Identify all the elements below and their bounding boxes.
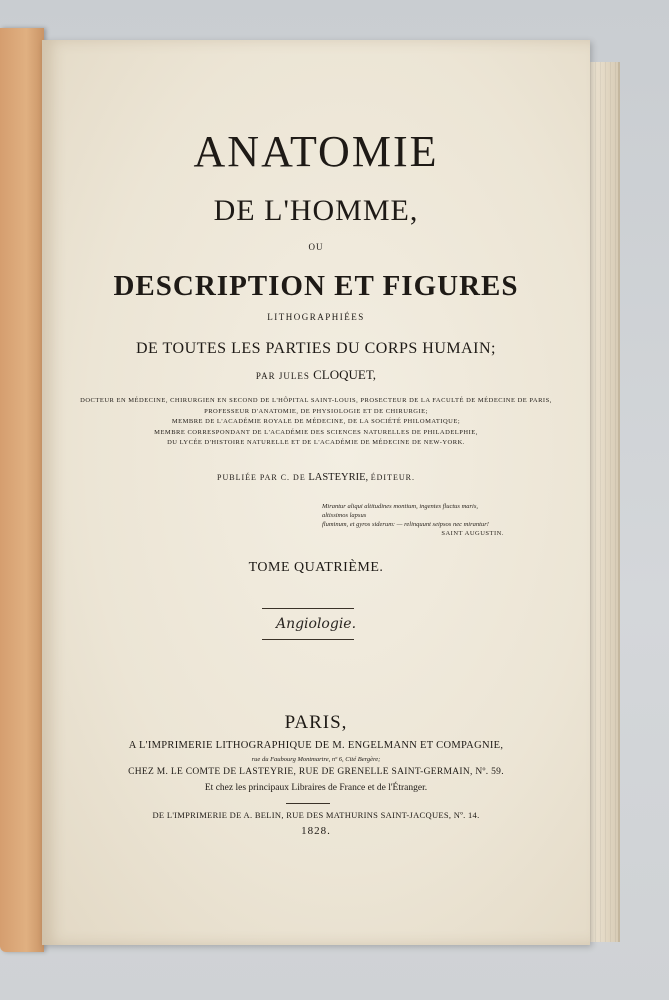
publisher-prefix: PUBLIÉE PAR C. DE (217, 473, 306, 482)
publisher-line (42, 472, 590, 483)
publisher-name: LASTEYRIE, (308, 472, 369, 483)
imprint-press: A L'IMPRIMERIE LITHOGRAPHIQUE DE M. ENGELMANN ET COMPAGNIE, (128, 740, 504, 751)
qualification-line: PROFESSEUR D'ANATOMIE, DE PHYSIOLOGIE ET DE CHIRURGIE; (204, 407, 428, 415)
title-page (42, 40, 590, 945)
qualification-line: DOCTEUR EN MÉDECINE, CHIRURGIEN EN SECOND DE L'HÔPITAL SAINT-LOUIS, PROSECTEUR DE LA FACULTÉ DE MÉDECINE DE PARIS, (80, 397, 552, 404)
author-prefix: PAR JULES (255, 371, 310, 381)
title-scope: DE TOUTES LES PARTIES DU CORPS HUMAIN; (135, 340, 496, 357)
publisher-suffix: ÉDITEUR. (370, 473, 415, 482)
imprint-second-press: CHEZ M. LE COMTE DE LASTEYRIE, RUE DE GRENELLE SAINT-GERMAIN, Nº. 59. (128, 767, 504, 777)
title-subject: DE L'HOMME, (213, 194, 419, 227)
qualification-line: DU LYCÉE D'HISTOIRE NATURELLE ET DE L'ACADÉMIE DE MÉDECINE DE NEW-YORK. (167, 439, 465, 446)
title-lithographiees: LITHOGRAPHIÉES (267, 312, 365, 322)
qualification-line: MEMBRE CORRESPONDANT DE L'ACADÉMIE DES SCIENCES NATURELLES DE PHILADELPHIE, (154, 428, 478, 436)
epigraph (322, 502, 504, 538)
volume-label: TOME QUATRIÈME. (248, 560, 384, 575)
imprint-press-address: rue du Faubourg Montmartre, nº 6, Cité Bergère; (251, 756, 381, 763)
epigraph-line: Mirantur aliqui altitudines montium, ingentes fluctus maris, altissimos lapsus (322, 503, 478, 519)
qualification-line: MEMBRE DE L'ACADÉMIE ROYALE DE MÉDECINE, DE LA SOCIÉTÉ PHILOMATIQUE; (171, 418, 461, 425)
imprint-printer: DE L'IMPRIMERIE DE A. BELIN, RUE DES MATHURINS SAINT-JACQUES, Nº. 14. (152, 810, 480, 820)
title-description: DESCRIPTION ET FIGURES (113, 270, 519, 302)
handwritten-note: Angiologie. (275, 616, 357, 632)
epigraph-line: fluminum, et gyros siderum: — relinquunt seipsos nec mirantur! (322, 521, 489, 528)
imprint-booksellers: Et chez les principaux Libraires de France et de l'Étranger. (204, 783, 428, 793)
title-main: ANATOMIE (193, 127, 439, 176)
author-name: CLOQUET, (313, 367, 377, 382)
divider-rule (286, 803, 330, 804)
title-connector: OU (308, 242, 324, 252)
author-line (42, 367, 590, 383)
divider-rule (262, 608, 354, 609)
divider-rule (262, 639, 354, 640)
author-qualifications (42, 396, 590, 449)
imprint-year: 1828. (301, 825, 331, 837)
imprint-city: PARIS, (284, 712, 348, 733)
epigraph-attribution: SAINT AUGUSTIN. (441, 530, 504, 537)
book-cover-edge (0, 28, 44, 952)
